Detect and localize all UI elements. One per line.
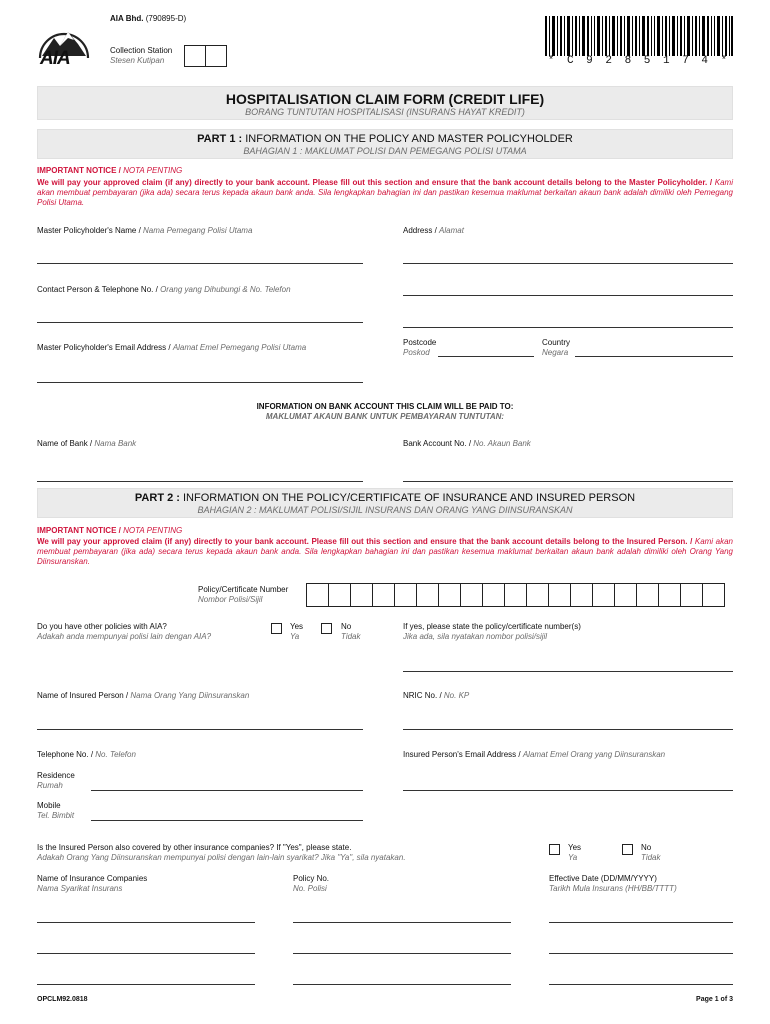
mobile-label: Mobile [37, 801, 61, 810]
notice2-title-my: NOTA PENTING [123, 526, 183, 535]
ins-company-line-2[interactable] [37, 953, 255, 954]
other-companies-yes-checkbox[interactable] [549, 844, 560, 855]
policy-number-box[interactable] [460, 583, 483, 607]
telephone-label [37, 750, 136, 760]
notice-my: Kami akan membuat pembayaran (jika ada) secara terus kepada akaun bank anda. Sila lengkapkan bahagian ini dan pastikan kesemua maklumat berkaitan akaun bank adalah dimiliki oleh Pemegang Polisi Utama. [37, 178, 733, 207]
insured-email-en: Insured Person's Email Address / [403, 750, 521, 759]
part1-heading-label: PART 1 : [197, 133, 243, 145]
policy-no-line-3[interactable] [293, 984, 511, 985]
nric-label [403, 691, 469, 701]
email-line[interactable] [37, 382, 363, 383]
part2-heading-label: PART 2 : [134, 492, 180, 504]
ins-company-line-1[interactable] [37, 922, 255, 923]
logo-text: AIA [40, 48, 70, 69]
part1-heading-text: INFORMATION ON THE POLICY AND MASTER POLICYHOLDER [245, 133, 573, 145]
notice-title: IMPORTANT NOTICE / [37, 166, 121, 175]
part2-notice-text [37, 537, 733, 567]
notice2-en: We will pay your approved claim (if any) directly to your bank account. Please fill out this section and ensure that the bank account details belong to the Insured Person. / [37, 537, 693, 546]
eff-date-line-3[interactable] [549, 984, 733, 985]
mph-name-label [37, 226, 252, 236]
collection-station-label-my: Stesen Kutipan [110, 56, 165, 65]
email-label [37, 343, 306, 353]
title-banner [37, 86, 733, 120]
insured-name-line[interactable] [37, 729, 363, 730]
telephone-my: No. Telefon [95, 750, 136, 759]
policy-number-box[interactable] [482, 583, 505, 607]
bank-heading-my: MAKLUMAT AKAUN BANK UNTUK PEMBAYARAN TUNTUTAN: [265, 412, 505, 421]
company-name: AIA Bhd. [110, 14, 144, 23]
contact-line[interactable] [37, 322, 363, 323]
address-line-2[interactable] [403, 295, 733, 296]
policy-number-box[interactable] [394, 583, 417, 607]
part2-heading-text: INFORMATION ON THE POLICY/CERTIFICATE OF INSURANCE AND INSURED PERSON [183, 492, 636, 504]
eff-date-header-my: Tarikh Mula Insurans (HH/BB/TTTT) [549, 884, 677, 893]
policy-number-box[interactable] [680, 583, 703, 607]
policy-number-box[interactable] [548, 583, 571, 607]
policy-number-box[interactable] [438, 583, 461, 607]
address-en: Address / [403, 226, 437, 235]
mph-name-en: Master Policyholder's Name / [37, 226, 141, 235]
other-policies-no-checkbox[interactable] [321, 623, 332, 634]
policy-number-box[interactable] [702, 583, 725, 607]
policy-number-box[interactable] [636, 583, 659, 607]
bank-name-my: Nama Bank [94, 439, 137, 448]
ins-companies-header: Name of Insurance Companies [37, 874, 148, 883]
other-companies-no-label-my: Tidak [641, 853, 661, 862]
eff-date-line-1[interactable] [549, 922, 733, 923]
other-policies-label-my: Adakah anda mempunyai polisi lain dengan AIA? [37, 632, 212, 641]
part1-notice-text [37, 178, 733, 208]
policy-number-box[interactable] [592, 583, 615, 607]
other-companies-no-label: No [641, 843, 652, 852]
address-my: Alamat [439, 226, 464, 235]
country-line[interactable] [575, 356, 733, 357]
other-companies-label-my: Adakah Orang Yang Diinsuranskan mempunyai polisi dengan lain-lain syarikat? Jika "Ya", sila nyatakan. [37, 853, 406, 862]
other-policies-yes-label-my: Ya [290, 632, 300, 641]
company-line [110, 14, 186, 24]
postcode-label-my: Poskod [403, 348, 430, 357]
nric-line[interactable] [403, 729, 733, 730]
residence-label: Residence [37, 771, 75, 780]
address-label [403, 226, 464, 236]
part1-heading-my: BAHAGIAN 1 : MAKLUMAT POLISI DAN PEMEGANG POLISI UTAMA [243, 146, 527, 156]
residence-label-my: Rumah [37, 781, 63, 790]
insured-name-en: Name of Insured Person / [37, 691, 129, 700]
policy-no-header-my: No. Polisi [293, 884, 327, 893]
if-yes-line[interactable] [403, 671, 733, 672]
postcode-line[interactable] [438, 356, 534, 357]
part2-heading [38, 492, 732, 505]
barcode-text: * C 9 2 8 5 1 7 4 * [547, 55, 731, 67]
other-policies-label: Do you have other policies with AIA? [37, 622, 167, 631]
part1-notice-title [37, 166, 182, 176]
collection-station-box-2[interactable] [205, 45, 227, 67]
bank-heading: INFORMATION ON BANK ACCOUNT THIS CLAIM WILL BE PAID TO: [256, 402, 514, 411]
bank-acc-label [403, 439, 531, 449]
policy-no-header: Policy No. [293, 874, 330, 883]
bank-name-line[interactable] [37, 481, 363, 482]
policy-number-box[interactable] [306, 583, 329, 607]
policy-number-box[interactable] [570, 583, 593, 607]
other-policies-no-label-my: Tidak [341, 632, 361, 641]
policy-number-box[interactable] [614, 583, 637, 607]
policy-number-label: Policy/Certificate Number [198, 585, 289, 594]
other-policies-yes-label: Yes [290, 622, 304, 631]
postcode-label: Postcode [403, 338, 437, 347]
policy-no-line-1[interactable] [293, 922, 511, 923]
barcode [545, 16, 733, 56]
address-line-1[interactable] [403, 263, 733, 264]
form-title: HOSPITALISATION CLAIM FORM (CREDIT LIFE) [225, 91, 545, 107]
collection-station-label: Collection Station [110, 46, 173, 55]
other-policies-yes-checkbox[interactable] [271, 623, 282, 634]
part2-banner [37, 488, 733, 518]
aia-logo [34, 18, 94, 70]
insured-email-label [403, 750, 665, 760]
company-reg-no: (790895-D) [145, 14, 187, 23]
residence-line[interactable] [91, 790, 363, 791]
policy-no-line-2[interactable] [293, 953, 511, 954]
form-code: OPCLM92.0818 [37, 996, 88, 1003]
collection-station-box-1[interactable] [184, 45, 206, 67]
mph-name-my: Nama Pemegang Polisi Utama [143, 226, 253, 235]
page-number: Page 1 of 3 [696, 996, 733, 1003]
if-yes-label-my: Jika ada, sila nyatakan nombor polisi/sijil [403, 632, 548, 641]
part1-heading [38, 133, 732, 146]
email-en: Master Policyholder's Email Address / [37, 343, 171, 352]
other-companies-yes-label-my: Ya [568, 853, 578, 862]
telephone-en: Telephone No. / [37, 750, 94, 759]
insured-name-my: Nama Orang Yang Diinsuranskan [130, 691, 250, 700]
nric-en: NRIC No. / [403, 691, 442, 700]
contact-en: Contact Person & Telephone No. / [37, 285, 158, 294]
ins-companies-header-my: Nama Syarikat Insurans [37, 884, 123, 893]
mobile-line[interactable] [91, 820, 363, 821]
country-label: Country [542, 338, 571, 347]
bank-acc-en: Bank Account No. / [403, 439, 472, 448]
insured-email-my: Alamat Emel Orang yang Diinsuranskan [522, 750, 666, 759]
if-yes-label: If yes, please state the policy/certificate number(s) [403, 622, 581, 631]
policy-number-box[interactable] [526, 583, 549, 607]
eff-date-header: Effective Date (DD/MM/YYYY) [549, 874, 657, 883]
other-policies-no-label: No [341, 622, 352, 631]
other-companies-label: Is the Insured Person also covered by other insurance companies? If "Yes", please state. [37, 843, 352, 852]
policy-number-box[interactable] [328, 583, 351, 607]
nric-my: No. KP [443, 691, 470, 700]
contact-label [37, 285, 291, 295]
policy-number-boxes[interactable] [306, 583, 725, 607]
policy-number-box[interactable] [372, 583, 395, 607]
mobile-label-my: Tel. Bimbit [37, 811, 75, 820]
mph-name-line[interactable] [37, 263, 363, 264]
ins-company-line-3[interactable] [37, 984, 255, 985]
eff-date-line-2[interactable] [549, 953, 733, 954]
insured-email-line[interactable] [403, 790, 733, 791]
policy-number-box[interactable] [658, 583, 681, 607]
notice-en: We will pay your approved claim (if any) directly to your bank account. Please fill out this section and ensure that the bank account details belong to the Master Policyholder. / [37, 178, 713, 187]
policy-number-box[interactable] [350, 583, 373, 607]
policy-number-label-my: Nombor Polisi/Sijil [198, 595, 263, 604]
contact-my: Orang yang Dihubungi & No. Telefon [160, 285, 291, 294]
bank-acc-line[interactable] [403, 481, 733, 482]
policy-number-box[interactable] [504, 583, 527, 607]
part1-banner [37, 129, 733, 159]
other-companies-no-checkbox[interactable] [622, 844, 633, 855]
bank-acc-my: No. Akaun Bank [473, 439, 531, 448]
bank-name-label [37, 439, 136, 449]
bank-name-en: Name of Bank / [37, 439, 93, 448]
other-companies-yes-label: Yes [568, 843, 582, 852]
notice2-title: IMPORTANT NOTICE / [37, 526, 121, 535]
form-title-my: BORANG TUNTUTAN HOSPITALISASI (INSURANS HAYAT KREDIT) [245, 107, 525, 117]
notice-title-my: NOTA PENTING [123, 166, 183, 175]
part2-heading-my: BAHAGIAN 2 : MAKLUMAT POLISI/SIJIL INSURANS DAN ORANG YANG DIINSURANSKAN [197, 505, 573, 515]
insured-name-label [37, 691, 249, 701]
country-label-my: Negara [542, 348, 569, 357]
address-line-3[interactable] [403, 327, 733, 328]
notice2-my: Kami akan membuat pembayaran (jika ada) secara terus kepada akaun bank anda. Sila lengkapkan bahagian ini dan pastikan kesemua maklumat berkaitan akaun bank adalah dimiliki oleh Orang Yang Diinsuranskan. [37, 537, 733, 566]
policy-number-box[interactable] [416, 583, 439, 607]
part2-notice-title [37, 526, 182, 536]
email-my: Alamat Emel Pemegang Polisi Utama [172, 343, 307, 352]
